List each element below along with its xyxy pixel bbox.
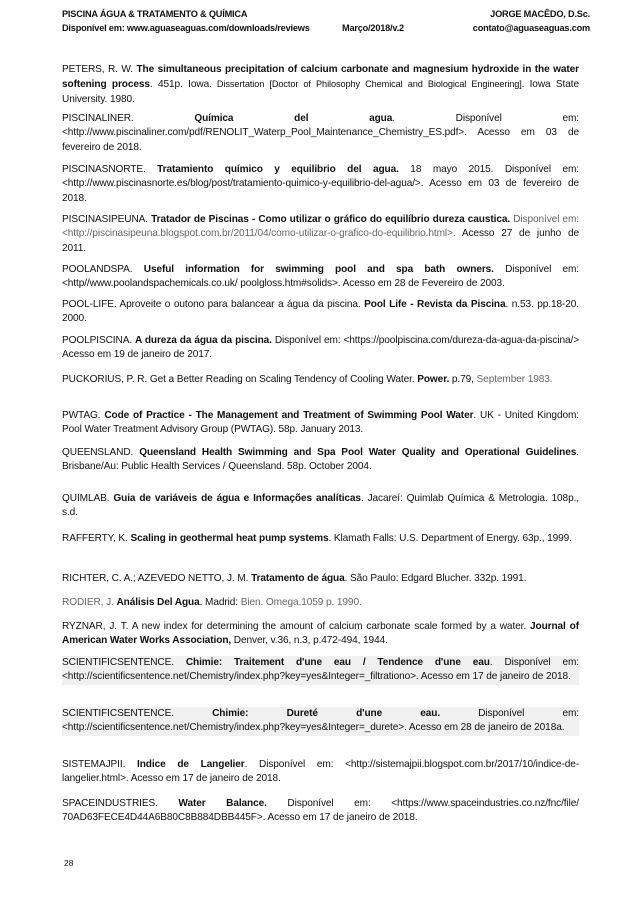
reference-richter: RICHTER, C. A.; AZEVEDO NETTO, J. M. Tratamento de água. São Paulo: Edgard Blucher. 332p. 1991. xyxy=(62,573,527,584)
reference-rodier: RODIER, J. Análisis Del Agua. Madrid: Bien. Omega.1059 p. 1990. xyxy=(62,597,362,608)
reference-spaceindustries: SPACEINDUSTRIES. Water Balance. Disponível em: <https://www.spaceindustries.co.nz/fnc/file/ 70AD63FECE4D44A6B80C8B884DBB445F>. Acesso em 17 de janeiro de 2018. xyxy=(62,798,579,824)
header-title: PISCINA ÁGUA & TRATAMENTO & QUÍMICA xyxy=(62,9,248,19)
reference-poolpiscina: POOLPISCINA. A dureza da água da piscina. Disponível em: <https://poolpiscina.com/dureza-da-agua-da-piscina/> Acesso em 19 de janeiro de 2017. xyxy=(62,335,579,361)
reference-quimlab: QUIMLAB. Guia de variáveis de água e Informações analíticas. Jacareí: Quimlab Química & Metrologia. 108p., s.d. xyxy=(62,493,579,519)
reference-peters: PETERS, R. W. The simultaneous precipitation of calcium carbonate and magnesium hydroxide in the water softening process. 451p. Iowa. Dissertation [Doctor of Philosophy Chemical and Biological Engineering]. Iowa State University. 1980. xyxy=(62,64,579,105)
reference-sistemajpii: SISTEMAJPII. Indice de Langelier. Disponível em: <http://sistemajpii.blogspot.com.br/2017/10/indice-de-langelier.html>. Acesso em 17 de janeiro de 2018. xyxy=(62,759,579,785)
reference-scientificsentence-durete: SCIENTIFICSENTENCE. Chimie: Dureté d'une eau. Disponível em: <http://scientificsentence.net/Chemistry/index.php?key=yes&Integer=_durete>. Acesso em 28 de janeiro de 2018a. xyxy=(62,707,579,736)
reference-pwtag: PWTAG. Code of Practice - The Management and Treatment of Swimming Pool Water. UK - United Kingdom: Pool Water Treatment Advisory Group (PWTAG). 58p. January 2013. xyxy=(62,410,579,436)
reference-poolandspa: POOLANDSPA. Useful information for swimming pool and spa bath owners. Disponível em: <http//www.poolandspachemicals.co.uk/ poolgloss.htm#solids>. Acesso em 28 de Fevereiro de 2003. xyxy=(62,264,579,290)
header-source: Disponível em: www.aguaseaguas.com/downloads/reviews xyxy=(62,23,310,33)
reference-scientificsentence-traitement: SCIENTIFICSENTENCE. Chimie: Traitement d'une eau / Tendence d'une eau. Disponível em: <http://scientificsentence.net/Chemistry/index.php?key=yes&Integer=_filtrationo>. Acesso em 17 de janeiro de 2018. xyxy=(62,656,579,685)
page-number: 28 xyxy=(64,858,74,868)
reference-piscinaliner: PISCINALINER. Química del agua. Disponível em: <http://www.piscinaliner.com/pdf/RENOLIT_Waterp_Pool_Maintenance_Chemistry_ES.pdf>. Acesso em 03 de fevereiro de 2018. xyxy=(62,113,579,153)
reference-piscinasnorte: PISCINASNORTE. Tratamiento químico y equilibrio del agua. 18 mayo 2015. Disponível em: <http://www.piscinasnorte.es/blog/post/tratamiento-quimico-y-equilibrio-del-agua/>. Acesso em 03 de fevereiro de 2018. xyxy=(62,164,579,204)
reference-puckorius: PUCKORIUS, P. R. Get a Better Reading on Scaling Tendency of Cooling Water. Power. p.79, September 1983. xyxy=(62,374,553,385)
header-author: JORGE MACÊDO, D.Sc. xyxy=(490,9,590,19)
reference-pool-life: POOL-LIFE. Aproveite o outono para balancear a água da piscina. Pool Life - Revista da Piscina. n.53. pp.18-20. 2000. xyxy=(62,299,579,325)
header-date: Março/2018/v.2 xyxy=(342,23,404,33)
reference-rafferty: RAFFERTY, K. Scaling in geothermal heat pump systems. Klamath Falls: U.S. Department of Energy. 63p., 1999. xyxy=(62,533,572,544)
reference-ryznar: RYZNAR, J. T. A new index for determining the amount of calcium carbonate scale formed by a water. Journal of American Water Works Association, Denver, v.36, n.3, p.472-494, 1944. xyxy=(62,621,579,647)
header-contact: contato@aguaseaguas.com xyxy=(472,23,590,33)
reference-piscinasipeuna: PISCINASIPEUNA. Tratador de Piscinas - Como utilizar o gráfico do equilíbrio dureza caustica. Disponível em: <http://piscinasipeuna.blogspot.com.br/2011/04/como-utilizar-o-grafico-do-equilibrio.html>. Acesso 27 de junho de 2011. xyxy=(62,214,579,254)
reference-queensland: QUEENSLAND. Queensland Health Swimming and Spa Pool Water Quality and Operational Guidelines. Brisbane/Au: Public Health Services / Queensland. 58p. October 2004. xyxy=(62,447,579,473)
